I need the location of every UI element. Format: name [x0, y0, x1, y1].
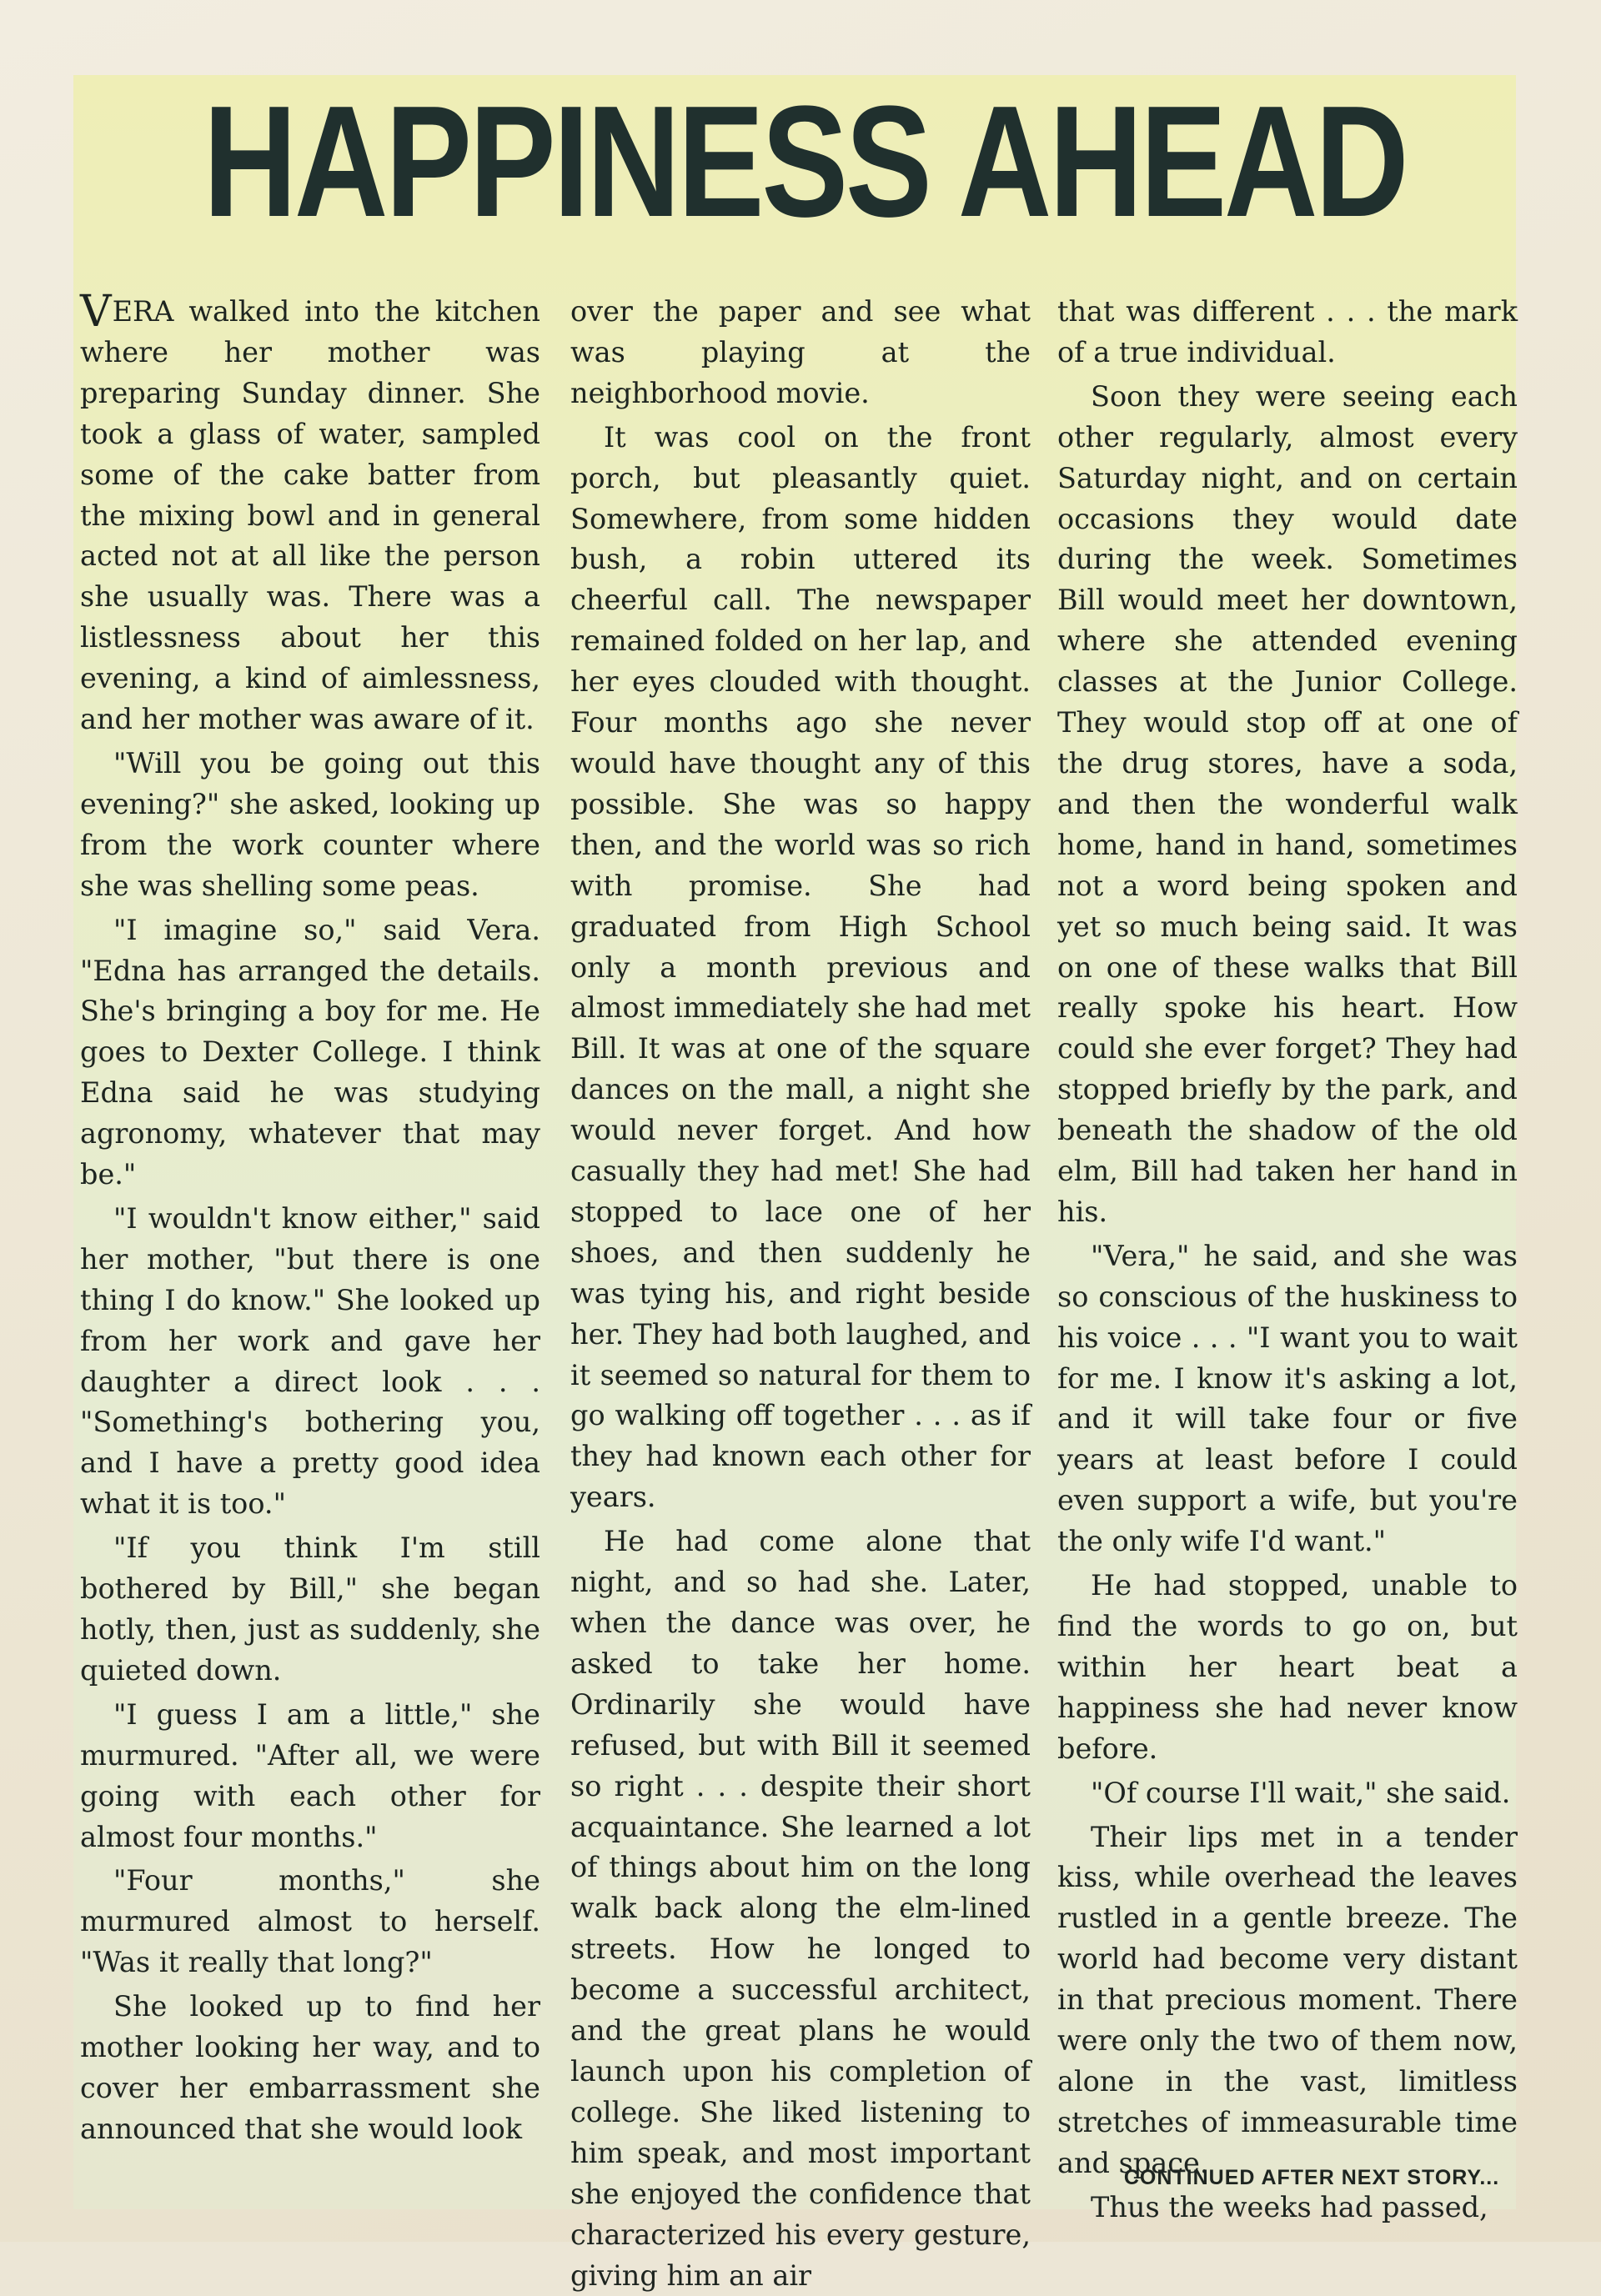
- paragraph: It was cool on the front porch, but pleasantly quiet. Somewhere, from some hidden bush, a robin uttered its cheerful call. The newspaper remained folded on her lap, and her eyes clouded with thought. Four months ago she never would have thought any of this possible. She was so happy then, and the world was so rich with promise. She had graduated from High School only a month previous and almost immediately she had met Bill. It was at one of the square dances on the mall, a night she would never forget. And how casually they had met! She had stopped to lace one of her shoes, and then suddenly he was tying his, and right beside her. They had both laughed, and it seemed so natural for them to go walking off together . . . as if they had known each other for years.: [570, 420, 1031, 1514]
- text-column-3: [1057, 292, 1518, 2226]
- drop-cap: V: [80, 287, 112, 337]
- paragraph: "I wouldn't know either," said her mother, "but there is one thing I do know." She looked up from her work and gave her daughter a direct look . . . "Something's bothering you, and I have a pretty good idea what it is too.": [80, 1201, 540, 1521]
- paragraph: "If you think I'm still bothered by Bill," she began hotly, then, just as suddenly, she quieted down.: [80, 1532, 540, 1687]
- paragraph: that was different . . . the mark of a true individual.: [1057, 295, 1518, 368]
- paragraph: "Vera," he said, and she was so conscious of the huskiness to his voice . . . "I want you to wait for me. I know it's asking a lot, and it will take four or five years at least before I could even support a wife, but you're the only wife I'd want.": [1057, 1239, 1518, 1558]
- paragraph-text: ERA walked into the kitchen where her mother was preparing Sunday dinner. She took a glass of water, sampled some of the cake batter from the mixing bowl and in general acted not at all like the person she usually was. There was a listlessness about her this evening, a kind of aimlessness, and her mother was aware of it.: [80, 295, 540, 736]
- story-title: HAPPINESS AHEAD: [203, 73, 1407, 250]
- paragraph: "Of course I'll wait," she said.: [1091, 1776, 1511, 1809]
- paragraph: over the paper and see what was playing at the neighborhood movie.: [570, 295, 1031, 409]
- paragraph: He had stopped, unable to find the words to go on, but within her heart beat a happiness she had never know before.: [1057, 1569, 1518, 1765]
- paragraph: "Will you be going out this evening?" she asked, looking up from the work counter where she was shelling some peas.: [80, 746, 540, 902]
- paragraph: "I imagine so," said Vera. "Edna has arranged the details. She's bringing a boy for me. He goes to Dexter College. I think Edna said he was studying agronomy, whatever that may be.": [80, 913, 540, 1191]
- paragraph: She looked up to find her mother looking her way, and to cover her embarrassment she announced that she would look: [80, 1990, 540, 2145]
- continued-note: CONTINUED AFTER NEXT STORY...: [1123, 2166, 1500, 2189]
- paragraph: "Four months," she murmured almost to herself. "Was it really that long?": [80, 1864, 540, 1979]
- paragraph: "I guess I am a little," she murmured. "After all, we were going with each other for almost four months.": [80, 1697, 540, 1853]
- text-column-1: [80, 287, 540, 2226]
- story-panel: [73, 73, 1518, 2292]
- text-column-2: [570, 292, 1031, 2292]
- paragraph: Thus the weeks had passed,: [1091, 2190, 1488, 2223]
- paragraph: Their lips met in a tender kiss, while overhead the leaves rustled in a gentle breeze. The world had become very distant in that precious moment. There were only the two of them now, alone in the vast, limitless stretches of immeasurable time and space.: [1057, 1820, 1518, 2179]
- paragraph: [80, 287, 540, 740]
- paragraph: He had come alone that night, and so had she. Later, when the dance was over, he asked to take her home. Ordinarily she would have refused, but with Bill it seemed so right . . . despite their short acquaintance. She learned a lot of things about him on the long walk back along the elm-lined streets. How he longed to become a successful architect, and the great plans he would launch upon his completion of college. She liked listening to him speak, and most important she enjoyed the confidence that characterized his every gesture, giving him an air: [570, 1525, 1031, 2292]
- paragraph: Soon they were seeing each other regularly, almost every Saturday night, and on certain occasions they would date during the week. Sometimes Bill would meet her downtown, where she attended evening classes at the Junior College. They would stop off at one of the drug stores, have a soda, and then the wonderful walk home, hand in hand, sometimes not a word being spoken and yet so much being said. It was on one of these walks that Bill really spoke his heart. How could she ever forget? They had stopped briefly by the park, and beneath the shadow of the old elm, Bill had taken her hand in his.: [1057, 379, 1518, 1228]
